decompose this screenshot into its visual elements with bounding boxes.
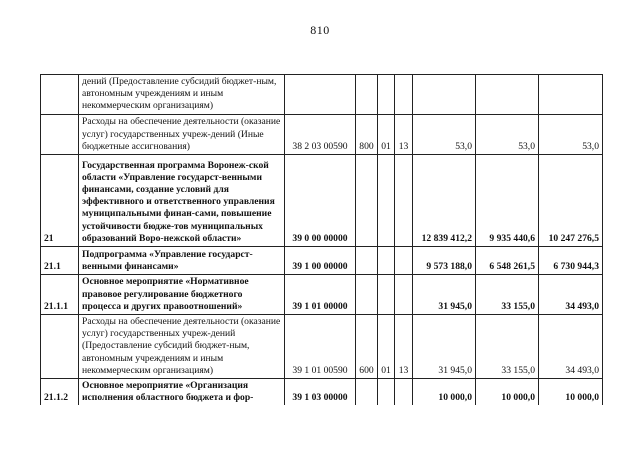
- table-row: [41, 115, 603, 155]
- target-article-code: 38 2 03 00590: [285, 115, 356, 155]
- amount-year-2: 9 935 440,6: [476, 155, 539, 247]
- amount-year-1: 10 000,0: [413, 379, 476, 406]
- amount-year-2: 53,0: [476, 115, 539, 155]
- section-code: [378, 75, 395, 115]
- row-name: Государственная программа Воронеж-ской области «Управление государст-венными финансами, создание условий для эффективного и ответственного управления муниципальными финан-сами, повышение устойчивости бюдже-тов муниципальных образований Воро-нежской области»: [79, 155, 285, 247]
- subsection-code: 13: [395, 115, 413, 155]
- expense-type-code: [356, 155, 378, 247]
- subsection-code: 13: [395, 315, 413, 379]
- row-code: [41, 115, 79, 155]
- section-code: 01: [378, 315, 395, 379]
- amount-year-3: 34 493,0: [539, 275, 603, 315]
- row-name: Расходы на обеспечение деятельности (оказание услуг) государственных учреж-дений (Иные бюджетные ассигнования): [79, 115, 285, 155]
- row-code: 21.1.2: [41, 379, 79, 406]
- expense-type-code: [356, 247, 378, 275]
- expense-type-code: [356, 379, 378, 406]
- amount-year-2: 10 000,0: [476, 379, 539, 406]
- expense-type-code: 600: [356, 315, 378, 379]
- expense-type-code: [356, 75, 378, 115]
- table-row: [41, 247, 603, 275]
- target-article-code: [285, 75, 356, 115]
- budget-table-body: [41, 75, 603, 406]
- section-code: [378, 379, 395, 406]
- row-code: 21: [41, 155, 79, 247]
- table-row: [41, 315, 603, 379]
- target-article-code: 39 0 00 00000: [285, 155, 356, 247]
- target-article-code: 39 1 00 00000: [285, 247, 356, 275]
- section-code: [378, 155, 395, 247]
- amount-year-3: 34 493,0: [539, 315, 603, 379]
- amount-year-2: 33 155,0: [476, 315, 539, 379]
- row-name: Расходы на обеспечение деятельности (оказание услуг) государственных учреж-дений (Предоставление субсидий бюджет-ным, автономным учреждениям и иным некоммерческим организациям): [79, 315, 285, 379]
- section-code: [378, 275, 395, 315]
- amount-year-1: 53,0: [413, 115, 476, 155]
- amount-year-3: 10 247 276,5: [539, 155, 603, 247]
- row-code: 21.1: [41, 247, 79, 275]
- expense-type-code: 800: [356, 115, 378, 155]
- amount-year-2: [476, 75, 539, 115]
- expense-type-code: [356, 275, 378, 315]
- subsection-code: [395, 275, 413, 315]
- row-name: дений (Предоставление субсидий бюджет-ным, автономным учреждениям и иным некоммерческим организациям): [79, 75, 285, 115]
- row-code: [41, 315, 79, 379]
- table-row: [41, 275, 603, 315]
- section-code: 01: [378, 115, 395, 155]
- subsection-code: [395, 247, 413, 275]
- target-article-code: 39 1 03 00000: [285, 379, 356, 406]
- target-article-code: 39 1 01 00000: [285, 275, 356, 315]
- amount-year-1: 31 945,0: [413, 315, 476, 379]
- row-code: 21.1.1: [41, 275, 79, 315]
- amount-year-1: 12 839 412,2: [413, 155, 476, 247]
- amount-year-1: 9 573 188,0: [413, 247, 476, 275]
- row-name: Основное мероприятие «Нормативное правовое регулирование бюджетного процесса и других правоотношений»: [79, 275, 285, 315]
- table-row: [41, 379, 603, 406]
- amount-year-3: 53,0: [539, 115, 603, 155]
- amount-year-3: [539, 75, 603, 115]
- row-name: Основное мероприятие «Организация исполнения областного бюджета и фор-: [79, 379, 285, 406]
- amount-year-3: 10 000,0: [539, 379, 603, 406]
- table-row: [41, 75, 603, 115]
- budget-table: [40, 74, 603, 405]
- amount-year-2: 6 548 261,5: [476, 247, 539, 275]
- row-code: [41, 75, 79, 115]
- subsection-code: [395, 75, 413, 115]
- row-name: Подпрограмма «Управление государст-венными финансами»: [79, 247, 285, 275]
- table-row: [41, 155, 603, 247]
- target-article-code: 39 1 01 00590: [285, 315, 356, 379]
- section-code: [378, 247, 395, 275]
- amount-year-1: [413, 75, 476, 115]
- amount-year-1: 31 945,0: [413, 275, 476, 315]
- amount-year-3: 6 730 944,3: [539, 247, 603, 275]
- subsection-code: [395, 155, 413, 247]
- subsection-code: [395, 379, 413, 406]
- amount-year-2: 33 155,0: [476, 275, 539, 315]
- page-number: 810: [310, 23, 330, 37]
